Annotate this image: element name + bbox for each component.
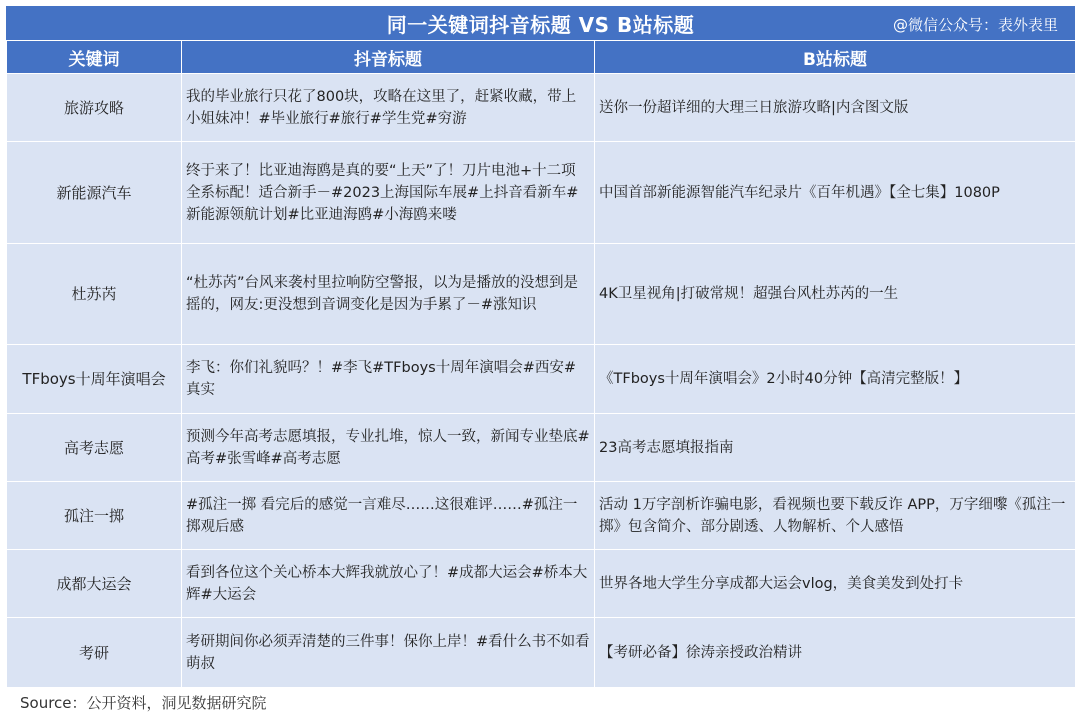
table-title: 同一关键词抖音标题 VS B站标题 [386,12,695,37]
keyword-cell: 高考志愿 [7,414,182,482]
keyword-cell: 成都大运会 [7,550,182,618]
douyin-title-cell: 预测今年高考志愿填报，专业扎堆，惊人一致，新闻专业垫底#高考#张雪峰#高考志愿 [182,414,595,482]
keyword-cell: 旅游攻略 [7,74,182,142]
douyin-title-cell: “杜苏芮”台风来袭村里拉响防空警报，以为是播放的没想到是摇的，网友:更没想到音调变化是因为手累了－#涨知识 [182,244,595,345]
bilibili-title-cell: 【考研必备】徐涛亲授政治精讲 [595,618,1076,688]
table-row [7,414,1076,482]
bilibili-title-cell: 世界各地大学生分享成都大运会vlog，美食美发到处打卡 [595,550,1076,618]
table-row [7,345,1076,414]
keyword-cell: TFboys十周年演唱会 [7,345,182,414]
keyword-cell: 考研 [7,618,182,688]
bilibili-title-cell: 送你一份超详细的大理三日旅游攻略|内含图文版 [595,74,1076,142]
bilibili-title-cell: 23高考志愿填报指南 [595,414,1076,482]
keyword-cell: 新能源汽车 [7,142,182,244]
table-row [7,142,1076,244]
keyword-cell: 杜苏芮 [7,244,182,345]
bilibili-title-cell: 《TFboys十周年演唱会》2小时40分钟【高清完整版！】 [595,345,1076,414]
source-note: Source：公开资料，洞见数据研究院 [20,694,267,712]
header-bilibili-title: B站标题 [595,41,1076,74]
douyin-title-cell: 我的毕业旅行只花了800块，攻略在这里了，赶紧收藏，带上小姐妹冲！#毕业旅行#旅行#学生党#穷游 [182,74,595,142]
comparison-table [6,40,1076,688]
table-row [7,618,1076,688]
douyin-title-cell: #孤注一掷 看完后的感觉一言难尽……这很难评……#孤注一掷观后感 [182,482,595,550]
douyin-title-cell: 李飞：你们礼貌吗？！#李飞#TFboys十周年演唱会#西安#真实 [182,345,595,414]
header-douyin-title: 抖音标题 [182,41,595,74]
header-keyword: 关键词 [7,41,182,74]
table-row [7,550,1076,618]
table-header-row [7,41,1076,74]
douyin-title-cell: 考研期间你必须弄清楚的三件事！保你上岸！#看什么书不如看萌叔 [182,618,595,688]
bilibili-title-cell: 活动 1万字剖析诈骗电影，看视频也要下载反诈 APP，万字细嚟《孤注一掷》包含简介、部分剧透、人物解析、个人感悟 [595,482,1076,550]
douyin-title-cell: 终于来了！比亚迪海鸥是真的要“上天”了！刀片电池+十二项全系标配！适合新手－#2023上海国际车展#上抖音看新车#新能源领航计划#比亚迪海鸥#小海鸥来喽 [182,142,595,244]
bilibili-title-cell: 4K卫星视角|打破常规！超强台风杜苏芮的一生 [595,244,1076,345]
table-row [7,482,1076,550]
table-row [7,74,1076,142]
douyin-title-cell: 看到各位这个关心桥本大辉我就放心了！#成都大运会#桥本大辉#大运会 [182,550,595,618]
watermark-text: @微信公众号：表外表里 [892,16,1058,34]
bilibili-title-cell: 中国首部新能源智能汽车纪录片《百年机遇》【全七集】1080P [595,142,1076,244]
keyword-cell: 孤注一掷 [7,482,182,550]
table-row [7,244,1076,345]
